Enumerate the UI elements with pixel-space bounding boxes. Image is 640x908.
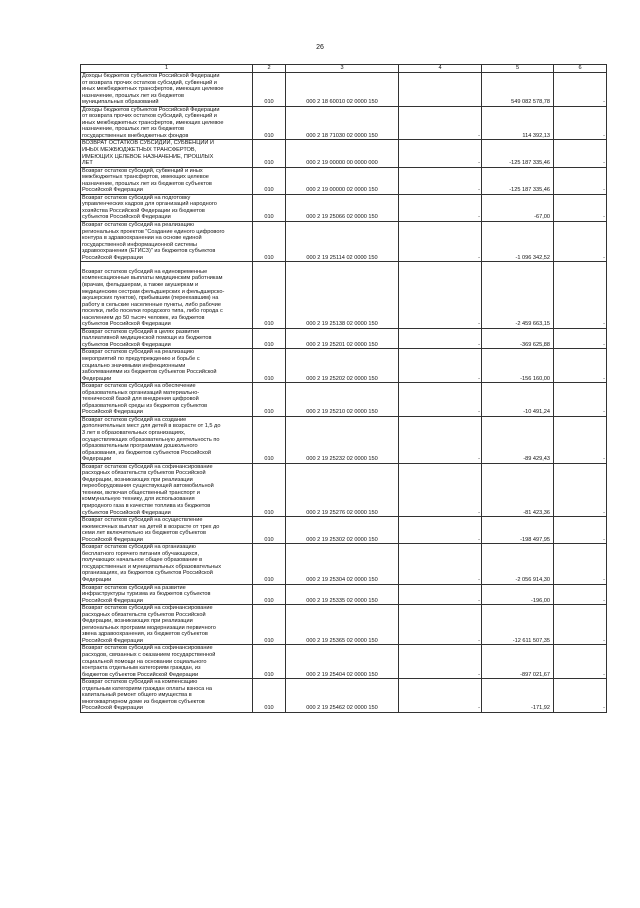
row-kbk-cell: 000 2 19 25462 02 0000 150 xyxy=(286,679,399,713)
table-row xyxy=(81,679,607,713)
row-kbk-cell: 000 2 19 25232 02 0000 150 xyxy=(286,416,399,463)
table-row xyxy=(81,222,607,262)
row-amount-cell: -67,00 xyxy=(482,194,554,221)
table-row xyxy=(81,605,607,645)
row-amount-cell: -125 187 335,46 xyxy=(482,167,554,194)
row-col6-cell: - xyxy=(554,584,607,605)
row-kbk-cell: 000 2 19 25114 02 0000 150 xyxy=(286,222,399,262)
row-kbk-cell: 000 2 19 25202 02 0000 150 xyxy=(286,349,399,383)
row-amount-cell: -81 423,36 xyxy=(482,463,554,516)
row-amount-cell: -369 625,88 xyxy=(482,328,554,349)
row-kbk-cell: 000 2 19 00000 00 0000 000 xyxy=(286,140,399,167)
row-col4-cell: - xyxy=(399,262,482,328)
row-name-cell: Доходы бюджетов субъектов Российской Федерации от возврата прочих остатков субсидий, субвенций и иных межбюджетных трансфертов, имеющих целевое назначение, прошлых лет из бюджетов государственных внебюджетных фондов xyxy=(81,106,253,140)
row-name-cell: Возврат остатков субсидий на софинансирование расходов, связанных с оказанием государственной социальной помощи на основании социального контракта отдельным категориям граждан, из бюджетов субъектов Российской Федерации xyxy=(81,645,253,679)
row-kbk-cell: 000 2 19 25365 02 0000 150 xyxy=(286,605,399,645)
row-col6-cell: - xyxy=(554,167,607,194)
table-row xyxy=(81,194,607,221)
table-row xyxy=(81,544,607,584)
row-col4-cell: - xyxy=(399,679,482,713)
row-col6-cell: - xyxy=(554,544,607,584)
header-cell-1: 1 xyxy=(81,65,253,73)
row-col6-cell: - xyxy=(554,262,607,328)
row-amount-cell: -2 459 663,15 xyxy=(482,262,554,328)
header-cell-6: 6 xyxy=(554,65,607,73)
row-name-cell: Возврат остатков субсидий на подготовку управленческих кадров для организаций народного хозяйства Российской Федерации из бюджетов субъектов Российской Федерации xyxy=(81,194,253,221)
row-name-cell: Возврат остатков субсидий на софинансирование расходных обязательств субъектов Российской Федерации, возникающих при реализации региональных программ модернизации первичного звена здравоохранения, из бюджетов субъектов Российской Федерации xyxy=(81,605,253,645)
table-row xyxy=(81,262,607,328)
table-row xyxy=(81,584,607,605)
table-row xyxy=(81,517,607,544)
row-col6-cell: - xyxy=(554,463,607,516)
row-code-cell: 010 xyxy=(253,222,286,262)
header-cell-2: 2 xyxy=(253,65,286,73)
row-name-cell: Возврат остатков субсидий на осуществление ежемесячных выплат на детей в возрасте от трех до семи лет включительно из бюджетов субъектов Российской Федерации xyxy=(81,517,253,544)
row-name-cell: Возврат остатков субсидий, субвенций и иных межбюджетных трансфертов, имеющих целевое назначение, прошлых лет из бюджетов субъектов Российской Федерации xyxy=(81,167,253,194)
row-code-cell: 010 xyxy=(253,584,286,605)
row-col6-cell: - xyxy=(554,73,607,107)
table-row xyxy=(81,416,607,463)
row-kbk-cell: 000 2 19 25304 02 0000 150 xyxy=(286,544,399,584)
table-row xyxy=(81,73,607,107)
row-name-cell: Возврат остатков субсидий на создание дополнительных мест для детей в возрасте от 1,5 до 3 лет в образовательных организациях, осуществляющих образовательную деятельность по образовательным программам дошкольного образования, из бюджетов субъектов Российской Федерации xyxy=(81,416,253,463)
row-col4-cell: - xyxy=(399,328,482,349)
header-cell-4: 4 xyxy=(399,65,482,73)
row-name-cell: Возврат остатков субсидий в целях развития паллиативной медицинской помощи из бюджетов субъектов Российской Федерации xyxy=(81,328,253,349)
row-col4-cell: - xyxy=(399,106,482,140)
row-amount-cell: -171,92 xyxy=(482,679,554,713)
table-header-row xyxy=(81,65,607,73)
row-col6-cell: - xyxy=(554,328,607,349)
row-col4-cell: - xyxy=(399,463,482,516)
row-name-cell: ВОЗВРАТ ОСТАТКОВ СУБСИДИЙ, СУБВЕНЦИЙ И ИНЫХ МЕЖБЮДЖЕТНЫХ ТРАНСФЕРТОВ, ИМЕЮЩИХ ЦЕЛЕВОЕ НАЗНАЧЕНИЕ, ПРОШЛЫХ ЛЕТ xyxy=(81,140,253,167)
row-name-cell: Возврат остатков субсидий на реализацию региональных проектов "Создание единого цифрового контура в здравоохранении на основе единой государственной информационной системы здравоохранения (ЕГИСЗ)" из бюджетов субъектов Российской Федерации xyxy=(81,222,253,262)
table-row xyxy=(81,645,607,679)
row-name-cell: Возврат остатков субсидий на реализацию мероприятий по предупреждению и борьбе с социально значимыми инфекционными заболеваниями из бюджетов субъектов Российской Федерации xyxy=(81,349,253,383)
row-col6-cell: - xyxy=(554,106,607,140)
row-col4-cell: - xyxy=(399,349,482,383)
row-kbk-cell: 000 2 18 60010 02 0000 150 xyxy=(286,73,399,107)
row-kbk-cell: 000 2 19 25138 02 0000 150 xyxy=(286,262,399,328)
row-col4-cell: - xyxy=(399,584,482,605)
row-kbk-cell: 000 2 18 71030 02 0000 150 xyxy=(286,106,399,140)
row-name-cell: Возврат остатков субсидий на единовременные компенсационные выплаты медицинским работникам (врачам, фельдшерам, а также акушеркам и медицинским сестрам фельдшерских и фельдшерско- акушерских пунктов), прибывшим (переехавшим) на работу в сельские населенные пункты, либо рабочие поселки, либо поселки городского типа, либо города с населением до 50 тысяч человек, из бюджетов субъектов Российской Федерации xyxy=(81,262,253,328)
row-col6-cell: - xyxy=(554,605,607,645)
row-amount-cell: -10 491,24 xyxy=(482,383,554,417)
row-code-cell: 010 xyxy=(253,140,286,167)
row-code-cell: 010 xyxy=(253,383,286,417)
row-amount-cell: -12 611 507,35 xyxy=(482,605,554,645)
row-amount-cell: -156 160,00 xyxy=(482,349,554,383)
row-code-cell: 010 xyxy=(253,167,286,194)
row-col6-cell: - xyxy=(554,383,607,417)
row-col6-cell: - xyxy=(554,645,607,679)
row-name-cell: Возврат остатков субсидий на организацию бесплатного горячего питания обучающихся, получающих начальное общее образование в государственных и муниципальных образовательных организациях, из бюджетов субъектов Российской Федерации xyxy=(81,544,253,584)
row-amount-cell: -125 187 335,46 xyxy=(482,140,554,167)
table-row xyxy=(81,167,607,194)
table-row xyxy=(81,140,607,167)
row-col4-cell: - xyxy=(399,140,482,167)
row-code-cell: 010 xyxy=(253,645,286,679)
table-row xyxy=(81,106,607,140)
row-kbk-cell: 000 2 19 00000 02 0000 150 xyxy=(286,167,399,194)
row-code-cell: 010 xyxy=(253,73,286,107)
budget-table xyxy=(80,64,607,713)
row-col6-cell: - xyxy=(554,416,607,463)
row-code-cell: 010 xyxy=(253,262,286,328)
row-code-cell: 010 xyxy=(253,463,286,516)
row-amount-cell: 549 082 578,78 xyxy=(482,73,554,107)
row-col6-cell: - xyxy=(554,222,607,262)
row-amount-cell: -2 056 914,30 xyxy=(482,544,554,584)
row-kbk-cell: 000 2 19 25302 02 0000 150 xyxy=(286,517,399,544)
row-col4-cell: - xyxy=(399,544,482,584)
row-code-cell: 010 xyxy=(253,194,286,221)
page-number: 26 xyxy=(316,44,324,51)
row-name-cell: Возврат остатков субсидий на обеспечение образовательных организаций материально- технической базой для внедрения цифровой образовательной среды из бюджетов субъектов Российской Федерации xyxy=(81,383,253,417)
header-cell-5: 5 xyxy=(482,65,554,73)
row-name-cell: Возврат остатков субсидий на развитие инфраструктуры туризма из бюджетов субъектов Российской Федерации xyxy=(81,584,253,605)
row-name-cell: Возврат остатков субсидий на компенсацию отдельным категориям граждан оплаты взноса на капитальный ремонт общего имущества в многоквартирном доме из бюджетов субъектов Российской Федерации xyxy=(81,679,253,713)
table-row xyxy=(81,328,607,349)
row-kbk-cell: 000 2 19 25404 02 0000 150 xyxy=(286,645,399,679)
row-col4-cell: - xyxy=(399,517,482,544)
row-kbk-cell: 000 2 19 25335 02 0000 150 xyxy=(286,584,399,605)
table-row xyxy=(81,349,607,383)
row-code-cell: 010 xyxy=(253,517,286,544)
row-col4-cell: - xyxy=(399,605,482,645)
row-kbk-cell: 000 2 19 25210 02 0000 150 xyxy=(286,383,399,417)
header-cell-3: 3 xyxy=(286,65,399,73)
row-col6-cell: - xyxy=(554,679,607,713)
table-row xyxy=(81,383,607,417)
row-col6-cell: - xyxy=(554,349,607,383)
row-kbk-cell: 000 2 19 25066 02 0000 150 xyxy=(286,194,399,221)
row-amount-cell: -89 429,43 xyxy=(482,416,554,463)
row-amount-cell: -196,00 xyxy=(482,584,554,605)
row-col4-cell: - xyxy=(399,416,482,463)
row-amount-cell: -897 021,67 xyxy=(482,645,554,679)
row-col4-cell: - xyxy=(399,645,482,679)
row-code-cell: 010 xyxy=(253,416,286,463)
row-name-cell: Возврат остатков субсидий на софинансирование расходных обязательств субъектов Российской Федерации, возникающих при реализации переоборудования существующей автомобильной техники, включая общественный транспорт и коммунальную технику, для использования природного газа в качестве топлива из бюджетов субъектов Российской Федерации xyxy=(81,463,253,516)
row-col6-cell: - xyxy=(554,140,607,167)
row-kbk-cell: 000 2 19 25276 02 0000 150 xyxy=(286,463,399,516)
row-code-cell: 010 xyxy=(253,679,286,713)
row-col4-cell: - xyxy=(399,222,482,262)
row-code-cell: 010 xyxy=(253,328,286,349)
row-code-cell: 010 xyxy=(253,544,286,584)
row-code-cell: 010 xyxy=(253,605,286,645)
row-amount-cell: -198 497,95 xyxy=(482,517,554,544)
table-row xyxy=(81,463,607,516)
row-col4-cell: - xyxy=(399,194,482,221)
row-col6-cell: - xyxy=(554,517,607,544)
row-col4-cell: - xyxy=(399,383,482,417)
row-code-cell: 010 xyxy=(253,349,286,383)
row-code-cell: 010 xyxy=(253,106,286,140)
row-name-cell: Доходы бюджетов субъектов Российской Федерации от возврата прочих остатков субсидий, субвенций и иных межбюджетных трансфертов, имеющих целевое назначение, прошлых лет из бюджетов муниципальных образований xyxy=(81,73,253,107)
row-amount-cell: 114 392,13 xyxy=(482,106,554,140)
row-col4-cell xyxy=(399,73,482,107)
row-col6-cell: - xyxy=(554,194,607,221)
row-col4-cell: - xyxy=(399,167,482,194)
row-amount-cell: -1 096 342,52 xyxy=(482,222,554,262)
row-kbk-cell: 000 2 19 25201 02 0000 150 xyxy=(286,328,399,349)
